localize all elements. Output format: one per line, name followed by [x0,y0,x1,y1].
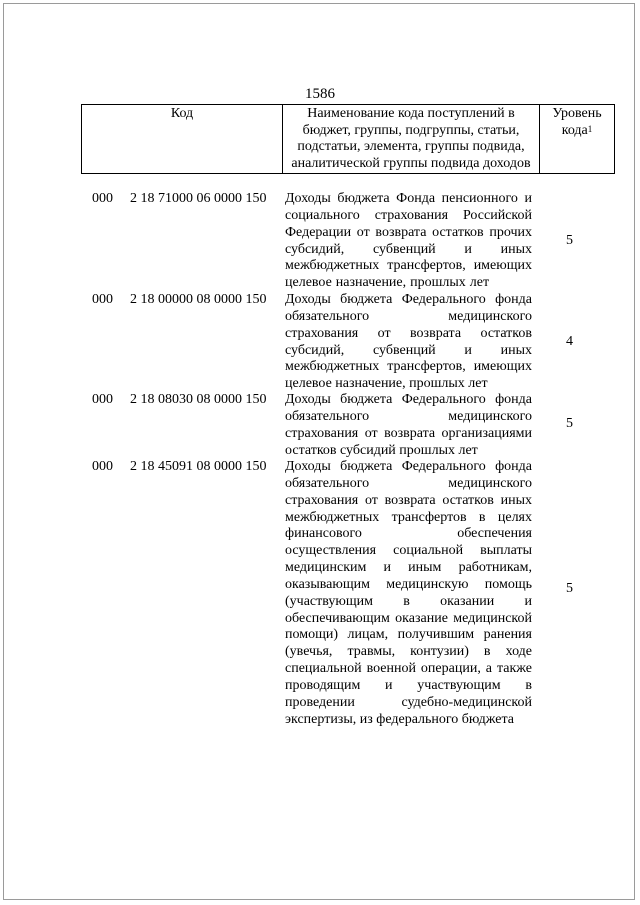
table-header [81,104,615,174]
row-admin-code: 000 [92,292,113,307]
row-level: 5 [566,416,573,431]
row-level: 5 [566,233,573,248]
header-level-footnote: 1 [587,123,593,134]
header-name-label: Наименование кода поступлений в бюджет, группы, подгруппы, статьи, подстатьи, элемента, группы подвида, аналитической группы подвида доходов [291,106,531,171]
row-admin-code: 000 [92,459,113,474]
row-admin-code: 000 [92,191,113,206]
row-income-name: Доходы бюджета Федерального фонда обязательного медицинского страхования от возврата остатков субсидий, субвенций и иных межбюджетных трансфертов, имеющих целевое назначение, прошлых лет [285,292,532,392]
row-income-code: 2 18 71000 06 0000 150 [130,191,267,206]
row-income-name: Доходы бюджета Федерального фонда обязательного медицинского страхования от возврата организациями остатков субсидий прошлых лет [285,392,532,458]
row-admin-code: 000 [92,392,113,407]
header-code-cell [82,105,283,174]
header-name-cell [283,105,540,174]
header-code-label: Код [170,106,194,121]
row-income-name: Доходы бюджета Федерального фонда обязательного медицинского страхования от возврата остатков иных межбюджетных трансфертов в целях финансового обеспечения осуществления социальной выплаты медицинским и иным работникам, оказывающим медицинскую помощь (участвующим в оказании и обеспечивающим оказание медицинской помощи) лицам, получившим ранения (увечья, травмы, контузии) в ходе специальной военной операции, а также проводящим и участвующим в проведении судебно-медицинской экспертизы, из федерального бюджета [285,459,532,727]
row-level: 5 [566,581,573,596]
row-income-code: 2 18 00000 08 0000 150 [130,292,267,307]
header-level-label: Уровень кода [552,106,602,138]
row-level: 4 [566,334,573,349]
row-income-code: 2 18 08030 08 0000 150 [130,392,267,407]
row-income-name: Доходы бюджета Фонда пенсионного и социального страхования Российской Федерации от возврата остатков прочих субсидий, субвенций и иных межбюджетных трансфертов, имеющих целевое назначение, прошлых лет [285,191,532,291]
page-number: 1586 [305,86,335,102]
header-level-cell [540,105,615,174]
row-income-code: 2 18 45091 08 0000 150 [130,459,267,474]
